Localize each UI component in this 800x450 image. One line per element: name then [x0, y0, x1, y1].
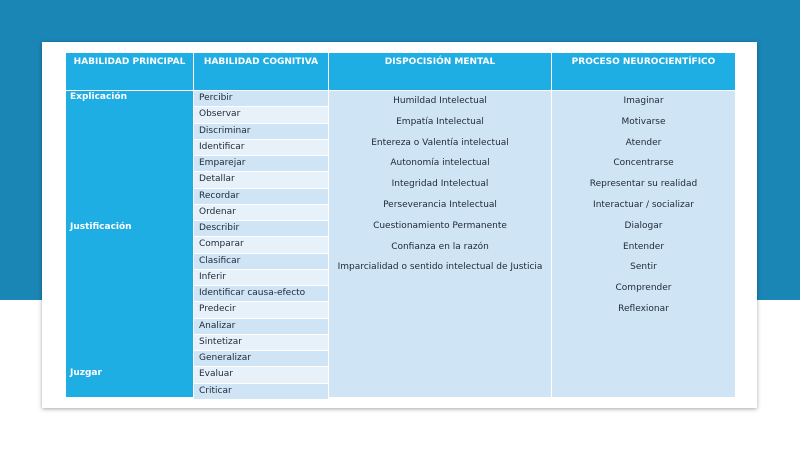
skill-cell: Inferir [194, 270, 328, 285]
proceso-item: Dialogar [624, 220, 663, 231]
skill-cell: Generalizar [194, 351, 328, 366]
proceso-item: Atender [625, 137, 662, 148]
skill-cell: Comparar [194, 237, 328, 252]
disposicion-list [329, 95, 551, 282]
disposicion-item: Cuestionamiento Permanente [373, 220, 507, 231]
group-justificacion: Justificación [70, 222, 132, 232]
proceso-item: Comprender [615, 283, 672, 294]
skill-cell: Describir [194, 221, 328, 236]
disposicion-item: Confianza en la razón [391, 241, 489, 252]
header-disposicion-mental: DISPOCISIÓN MENTAL [329, 53, 551, 90]
cognitiva-column [194, 91, 328, 397]
proceso-item: Sentir [630, 262, 657, 273]
skill-cell: Ordenar [194, 205, 328, 220]
proceso-list [552, 95, 735, 324]
skill-cell: Discriminar [194, 124, 328, 139]
skill-cell: Recordar [194, 189, 328, 204]
skill-cell: Observar [194, 107, 328, 122]
disposicion-item: Autonomía intelectual [390, 158, 490, 169]
proceso-item: Interactuar / socializar [593, 199, 694, 210]
skill-cell: Analizar [194, 319, 328, 334]
disposicion-item: Humildad Intelectual [393, 96, 487, 106]
skill-cell: Identificar causa-efecto [194, 286, 328, 301]
group-explicacion: Explicación [70, 92, 127, 102]
skill-cell: Criticar [194, 384, 328, 399]
group-juzgar: Juzgar [70, 368, 102, 378]
proceso-item: Representar su realidad [589, 179, 698, 190]
proceso-item: Entender [622, 241, 665, 252]
proceso-item: Imaginar [623, 96, 664, 106]
disposicion-item: Entereza o Valentía intelectual [371, 137, 509, 148]
disposicion-item: Empatía Intelectual [396, 116, 484, 127]
skills-table [66, 53, 735, 397]
skill-cell: Evaluar [194, 367, 328, 382]
disposicion-column [329, 91, 551, 397]
principal-column [66, 91, 193, 397]
proceso-item: Reflexionar [618, 303, 669, 314]
skill-cell: Detallar [194, 172, 328, 187]
proceso-item: Concentrarse [613, 158, 674, 169]
header-habilidad-cognitiva: HABILIDAD COGNITIVA [194, 53, 328, 90]
slide-card [42, 42, 757, 408]
skill-cell: Predecir [194, 302, 328, 317]
skill-cell: Percibir [194, 91, 328, 106]
proceso-item: Motivarse [621, 116, 666, 127]
disposicion-item: Perseverancia Intelectual [383, 199, 497, 210]
skill-cell: Clasificar [194, 254, 328, 269]
header-habilidad-principal: HABILIDAD PRINCIPAL [66, 53, 193, 90]
disposicion-item: Imparcialidad o sentido intelectual de Justicia [337, 262, 543, 273]
skill-cell: Emparejar [194, 156, 328, 171]
skill-cell: Sintetizar [194, 335, 328, 350]
header-proceso-neurocientifico: PROCESO NEUROCIENTÍFICO [552, 53, 735, 90]
skill-cell: Identificar [194, 140, 328, 155]
disposicion-item: Integridad Intelectual [391, 179, 489, 190]
proceso-column [552, 91, 735, 397]
